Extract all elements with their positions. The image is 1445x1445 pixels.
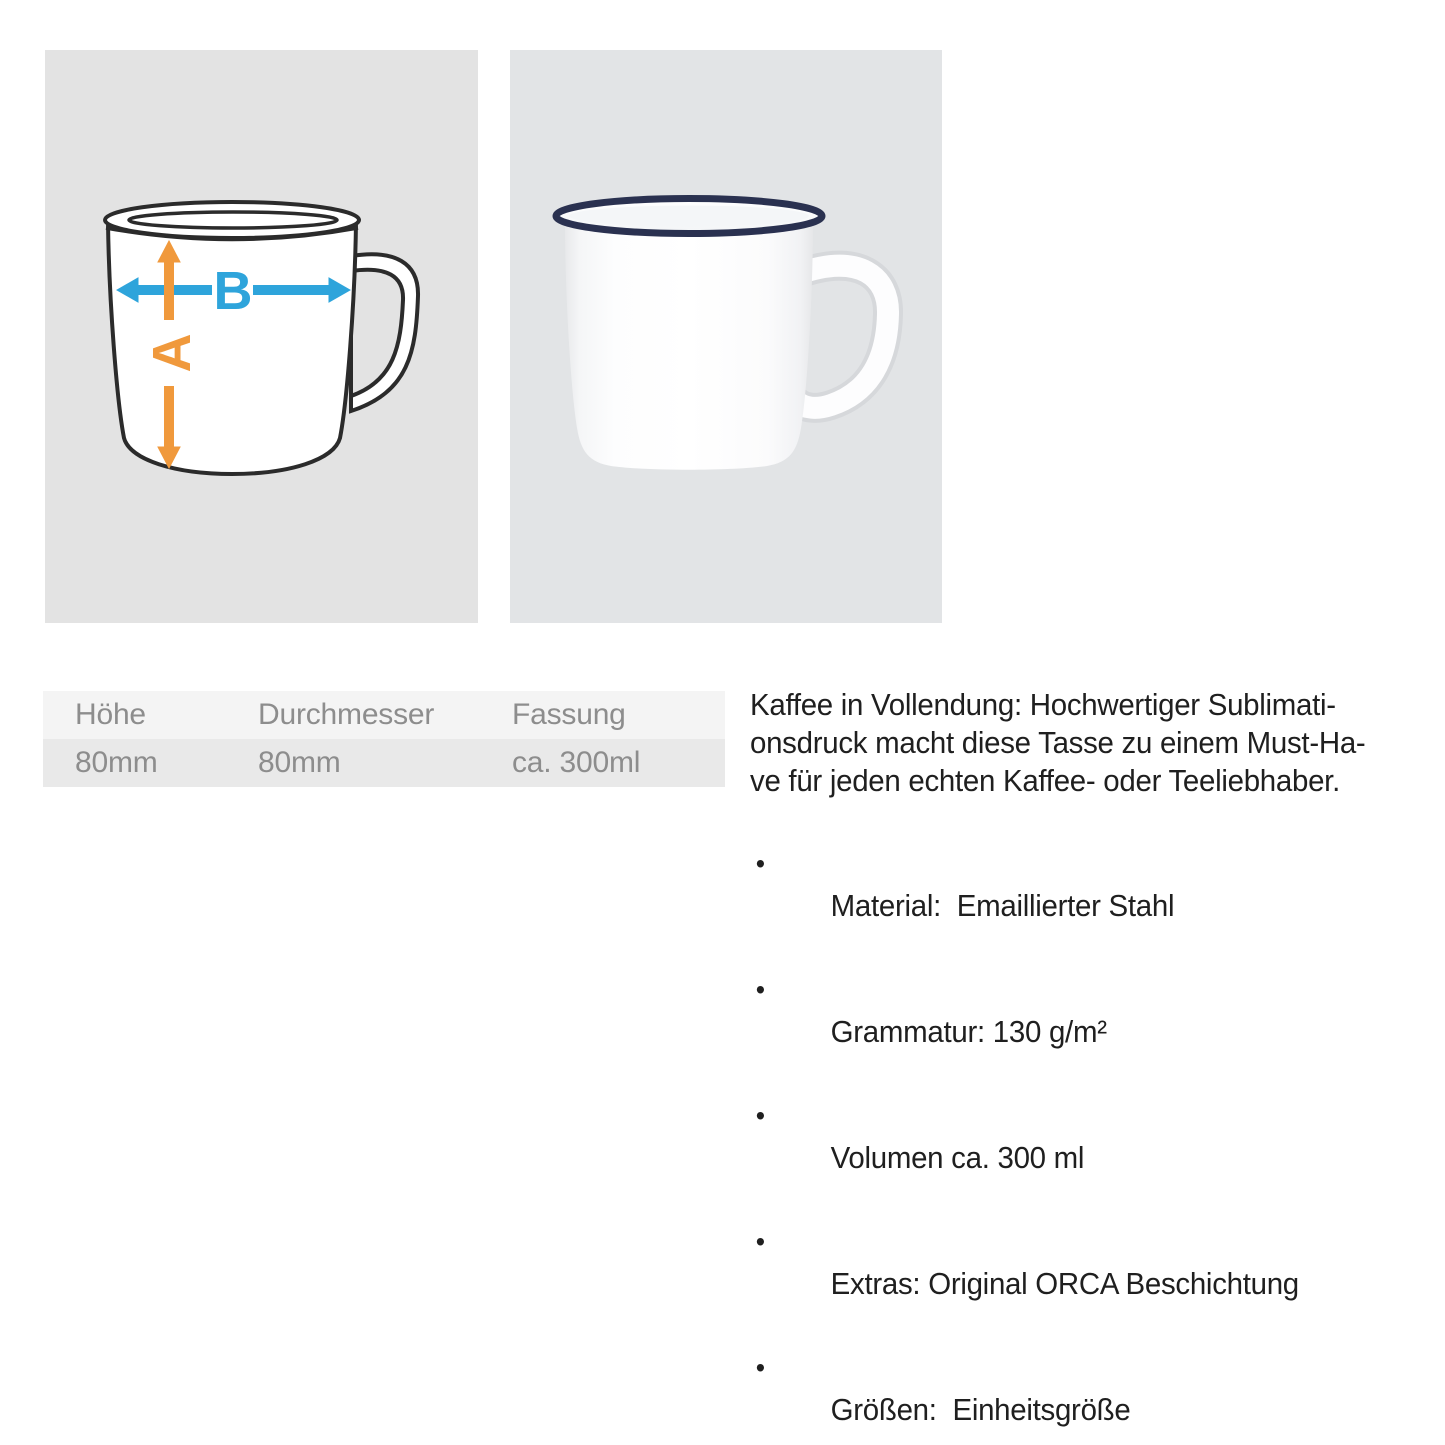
size-table-header-fassung: Fassung [512,698,626,731]
list-item [750,843,1415,969]
mug-line-art [45,50,478,623]
mug-photo-body [565,218,813,470]
attribute-volumen: Volumen ca. 300 ml [830,1140,1085,1175]
size-table-header-durchmesser: Durchmesser [258,698,435,731]
size-table [43,691,725,787]
bullet-icon: • [755,1226,765,1257]
bullet-icon: • [755,848,765,879]
bullet-icon: • [755,974,765,1005]
list-item [750,1095,1415,1221]
description-line: onsdruck macht diese Tasse zu einem Must-Ha- [750,725,1366,760]
product-description [750,686,1415,1445]
attribute-grammatur: Grammatur: 130 g/m² [830,1014,1107,1049]
list-item [750,969,1415,1095]
attribute-groessen: Größen: Einheitsgröße [830,1392,1131,1427]
diameter-label-b: B [213,261,253,321]
description-line: ve für jeden echten Kaffee- oder Teeliebhaber. [750,763,1340,798]
product-attributes-list [750,843,1415,1445]
attribute-extras: Extras: Original ORCA Beschichtung [830,1266,1299,1301]
bullet-icon: • [755,1352,765,1383]
bullet-icon: • [755,1100,765,1131]
product-photo-panel [510,50,942,623]
size-table-header-row [43,691,725,739]
attribute-material: Material: Emaillierter Stahl [830,888,1175,923]
size-table-header-hoehe: Höhe [75,698,146,731]
enamel-mug-photo [510,50,942,623]
list-item [750,1221,1415,1347]
size-table-value-row [43,739,725,787]
description-line: Kaffee in Vollendung: Hochwertiger Sublimati- [750,687,1336,722]
height-label-a: A [141,333,202,373]
size-table-value-fassung: ca. 300ml [512,746,641,779]
size-table-value-durchmesser: 80mm [258,746,341,779]
dimension-diagram-panel [45,50,478,623]
size-table-value-hoehe: 80mm [75,746,158,779]
list-item [750,1347,1415,1445]
